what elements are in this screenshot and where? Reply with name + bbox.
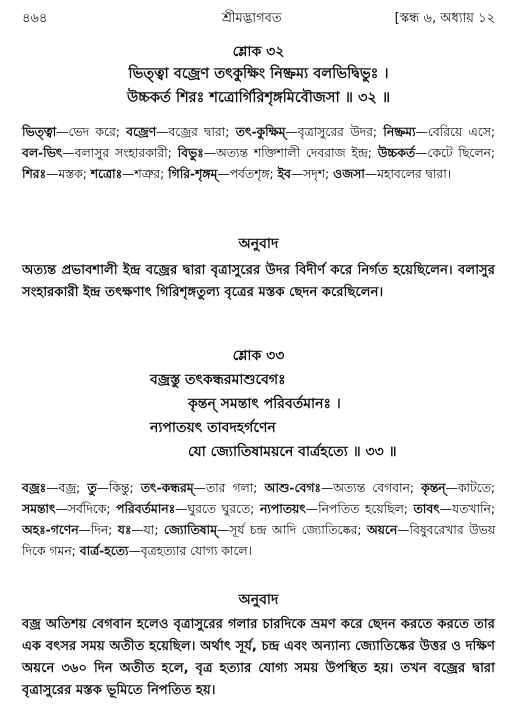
synonym-meaning: —অত্যন্ত শক্তিশালী দেবরাজ ইন্দ্র; xyxy=(203,146,378,160)
synonym-meaning: —তার গলা; xyxy=(193,481,265,495)
synonym-meaning: —অত্যন্ত বেগবান; xyxy=(320,481,422,495)
synonym-meaning: —বেরিয়ে এসে; xyxy=(415,125,495,139)
synonym-meaning: —বিষুবরেখার উভয় দিকে গমন; xyxy=(22,523,496,558)
verse-33-synonyms xyxy=(22,478,495,562)
synonym-meaning: —সূর্য চন্দ্র আদি জ্যোতিষ্কের; xyxy=(216,523,368,537)
synonym-meaning: —যা; xyxy=(131,523,164,537)
synonym-meaning: —বৃত্রহত্যার যোগ্য কালে। xyxy=(128,544,252,558)
synonym-word: অহঃ-গণেন xyxy=(22,523,79,537)
synonym-word: উচ্চকর্ত xyxy=(377,146,416,160)
synonym-word: জ্যোতিষাম্ xyxy=(163,523,217,537)
verse-32-line-2: উচ্চকর্ত শিরঃ শত্রোর্গিরিশৃঙ্গমিবৌজসা ॥ ৩২ ॥ xyxy=(126,90,391,106)
synonym-word: শিরঃ xyxy=(22,167,47,181)
synonym-word: বিভুঃ xyxy=(177,146,204,160)
synonym-word: বজ্রঃ xyxy=(22,481,47,495)
verse-32-heading: শ্লোক ৩২ xyxy=(232,44,285,60)
verse-32-synonyms xyxy=(22,122,495,185)
synonym-word: বল-ভিৎ xyxy=(22,146,63,160)
verse-33-line-4: যো জ্যোতিষাময়নে বার্ত্রহত্যে ॥ ৩৩ ॥ xyxy=(188,444,397,460)
synonym-word: নিষ্ক্রম্য xyxy=(383,125,416,139)
verse-33-line-3: ন্যপাতয়ৎ তাবদহর্গণেন xyxy=(150,420,276,436)
verse-33-translation-label: অনুবাদ xyxy=(238,592,279,608)
synonym-word: তৎ-কুক্ষিম্ xyxy=(235,125,286,139)
synonym-meaning: —বৃত্রাসুরের উদর; xyxy=(285,125,384,139)
verse-33-line-1: বজ্রস্তু তৎকন্ধরমাশুবেগঃ xyxy=(150,372,286,388)
synonym-word: কৃন্তন্ xyxy=(421,481,446,495)
synonym-meaning: —কাটতে; xyxy=(445,481,495,495)
synonym-meaning: —দিন; xyxy=(78,523,118,537)
synonym-meaning: —নিপতিত হয়েছিল; xyxy=(305,502,414,516)
verse-32-translation: অত্যন্ত প্রভাবশালী ইন্দ্র বজ্রের দ্বারা বৃত্রাসুরের উদর বিদীর্ণ করে নির্গত হয়েছিলেন। বলাসুর সংহারকারী ইন্দ্র তৎক্ষণাৎ গিরিশৃঙ্গতুল্য বৃত্রের মস্তক ছেদন করেছিলেন। xyxy=(22,263,495,300)
synonym-meaning: —ঘুরতে ঘুরতে; xyxy=(175,502,260,516)
synonym-meaning: —যতখানি; xyxy=(439,502,496,516)
verse-33-line-2: কৃন্তন্ সমন্তাৎ পরিবর্তমানঃ । xyxy=(188,396,341,412)
verse-33-translation: বজ্র অতিশয় বেগবান হলেও বৃত্রাসুরের গলার চারদিকে ভ্রমণ করে ছেদন করতে করতে তার এক বৎসর সময় অতীত হয়েছিল। অর্থাৎ সূর্য, চন্দ্র এবং অন্যান্য জ্যোতিষ্কের উত্তর ও দক্ষিণ অয়নে ৩৬০ দিন অতীত হলে, বৃত্র হত্যার যোগ্য সময় উপস্থিত হয়। তখন বজ্রের দ্বারা বৃত্রাসুরের মস্তক ভূমিতে নিপতিত হয়। xyxy=(22,617,495,698)
synonym-word: ন্যপাতয়ৎ xyxy=(259,502,306,516)
synonym-meaning: —মহাবলের দ্বারা। xyxy=(364,167,452,181)
page-header xyxy=(22,8,495,30)
synonym-word: ভিত্ত্বা xyxy=(22,125,57,139)
synonym-word: আশু-বেগঃ xyxy=(264,481,321,495)
synonym-word: তাবৎ xyxy=(413,502,440,516)
synonym-word: বজ্রেণ xyxy=(126,125,157,139)
synonym-word: শত্রোঃ xyxy=(90,167,123,181)
synonym-word: সমন্তাৎ xyxy=(22,502,56,516)
synonym-word: অয়নে xyxy=(367,523,398,537)
chapter-reference: [স্কন্ধ ৬, অধ্যায় ১২ xyxy=(394,11,495,26)
synonym-meaning: —শত্রুর; xyxy=(122,167,169,181)
synonym-meaning: —বজ্রের দ্বারা; xyxy=(156,125,236,139)
synonym-meaning: —সদৃশ; xyxy=(290,167,334,181)
synonym-word: তৎ-কন্ধরম্ xyxy=(140,481,194,495)
synonym-meaning: —ভেদ করে; xyxy=(56,125,127,139)
page-number: ৪৬৪ xyxy=(22,11,48,26)
synonym-word: ওজসা xyxy=(333,167,365,181)
synonym-meaning: —কিন্তু; xyxy=(96,481,141,495)
synonym-word: ইব xyxy=(277,167,291,181)
synonym-meaning: —বজ্র; xyxy=(46,481,88,495)
synonym-meaning: —পর্বতশৃঙ্গ; xyxy=(217,167,278,181)
synonym-word: গিরি-শৃঙ্গম্ xyxy=(168,167,218,181)
book-title: শ্রীমদ্ভাগবত xyxy=(222,11,282,26)
synonym-word: পরিবর্তমানঃ xyxy=(116,502,176,516)
verse-32-translation-label: অনুবাদ xyxy=(238,236,279,252)
verse-33-heading: শ্লোক ৩৩ xyxy=(232,348,285,364)
synonym-meaning: —মস্তক; xyxy=(46,167,91,181)
synonym-word: বার্ত্র-হত্যে xyxy=(79,544,129,558)
synonym-meaning: —বলাসুর সংহারকারী; xyxy=(62,146,178,160)
synonym-word: যঃ xyxy=(117,523,132,537)
synonym-word: তু xyxy=(87,481,97,495)
synonym-meaning: —কেটে ছিলেন; xyxy=(415,146,495,160)
verse-32-line-1: ভিত্ত্বা বজ্রেণ তৎকুক্ষিং নিষ্ক্রম্য বলভিদ্বিভুঃ । xyxy=(128,66,389,82)
synonym-meaning: —সর্বদিকে; xyxy=(55,502,117,516)
